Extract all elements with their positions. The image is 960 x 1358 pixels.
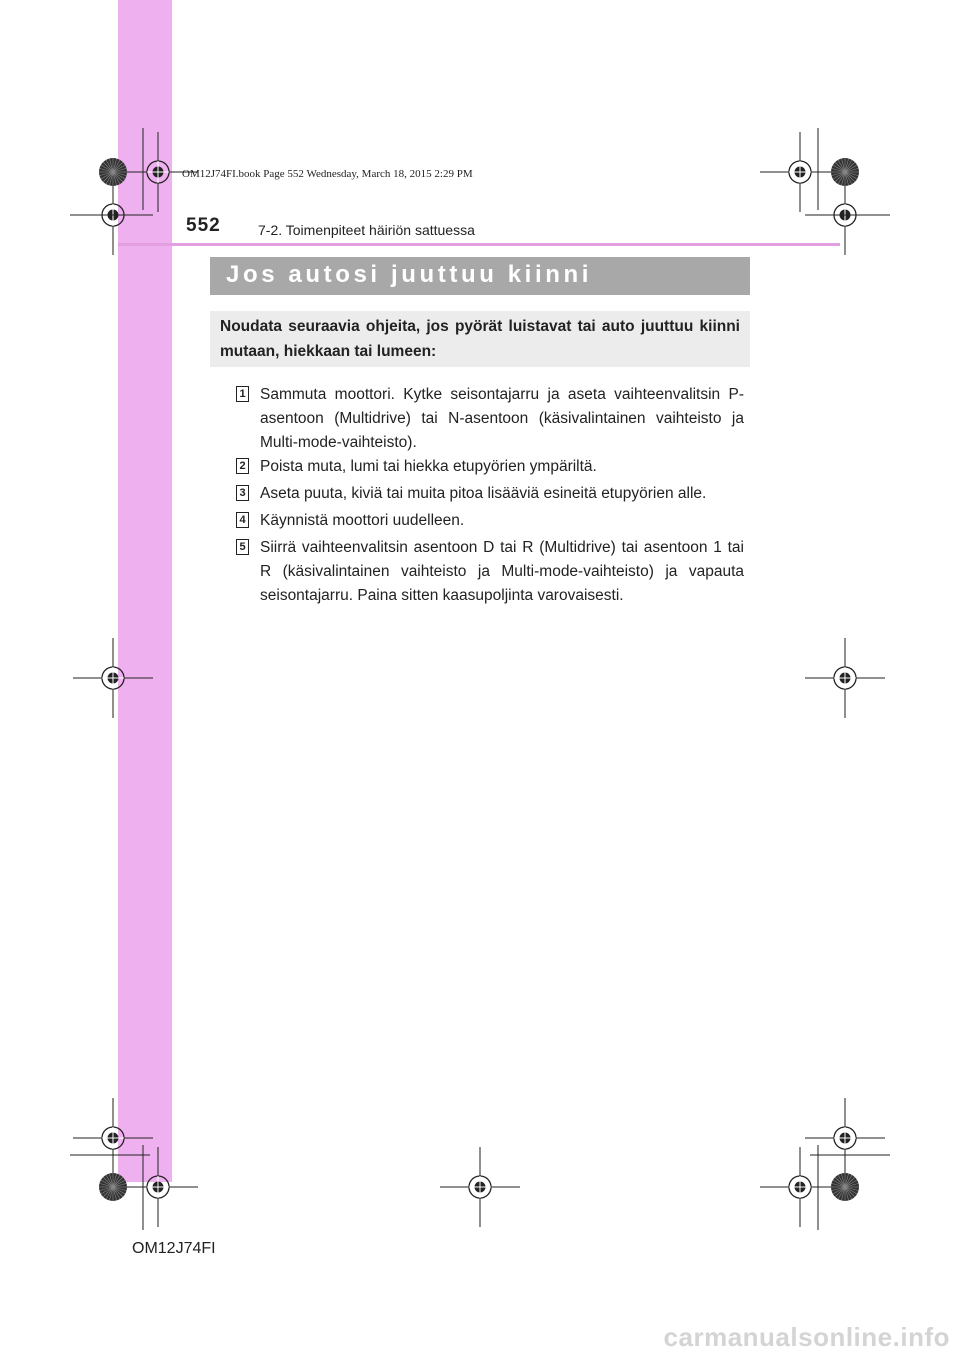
step-text: Sammuta moottori. Kytke seisontajarru ja aseta vaihteenvalitsin P-asentoon (Multidrive) tai N-asentoon (käsivalintainen vaihteisto ja Multi-mode-vaihteisto). <box>260 386 744 451</box>
registration-target <box>73 1098 153 1178</box>
step-number: 2 <box>236 458 249 474</box>
registration-wheel <box>831 1173 859 1201</box>
registration-wheel <box>831 158 859 186</box>
registration-target <box>805 638 885 718</box>
page-number: 552 <box>186 215 221 236</box>
footer-manual-code: OM12J74FI <box>132 1240 216 1257</box>
header-rule <box>118 243 840 246</box>
section-title: 7-2. Toimenpiteet häiriön sattuessa <box>258 222 475 238</box>
registration-target <box>73 638 153 718</box>
title-bar <box>210 257 750 295</box>
step-text: Poista muta, lumi tai hiekka etupyörien ympäriltä. <box>260 458 597 475</box>
step-text: Siirrä vaihteenvalitsin asentoon D tai R (Multidrive) tai asentoon 1 tai R (käsivalintainen vaihteisto ja Multi-mode-vaihteisto) ja vapauta seisontajarru. Paina sitten kaasupoljinta varovaisesti. <box>260 539 744 604</box>
page-title: Jos autosi juuttuu kiinni <box>226 261 592 288</box>
step-number: 1 <box>236 386 249 402</box>
registration-wheel <box>99 158 127 186</box>
registration-target <box>440 1147 520 1227</box>
step-number: 4 <box>236 512 249 528</box>
registration-target <box>805 1098 885 1178</box>
site-watermark: carmanualsonline.info <box>663 1322 950 1352</box>
step-text: Aseta puuta, kiviä tai muita pitoa lisääviä esineitä etupyörien alle. <box>260 485 707 502</box>
registration-target <box>760 132 840 212</box>
intro-text: Noudata seuraavia ohjeita, jos pyörät luistavat tai auto juuttuu kiinni mutaan, hiekkaan tai lumeen: <box>220 318 740 360</box>
step-text: Käynnistä moottori uudelleen. <box>260 512 465 529</box>
step-number: 5 <box>236 539 249 555</box>
book-file-header: OM12J74FI.book Page 552 Wednesday, March 18, 2015 2:29 PM <box>182 168 473 180</box>
intro-box <box>210 311 750 367</box>
step-number: 3 <box>236 485 249 501</box>
registration-target <box>760 1147 840 1227</box>
registration-wheel <box>99 1173 127 1201</box>
registration-target <box>118 1147 198 1227</box>
